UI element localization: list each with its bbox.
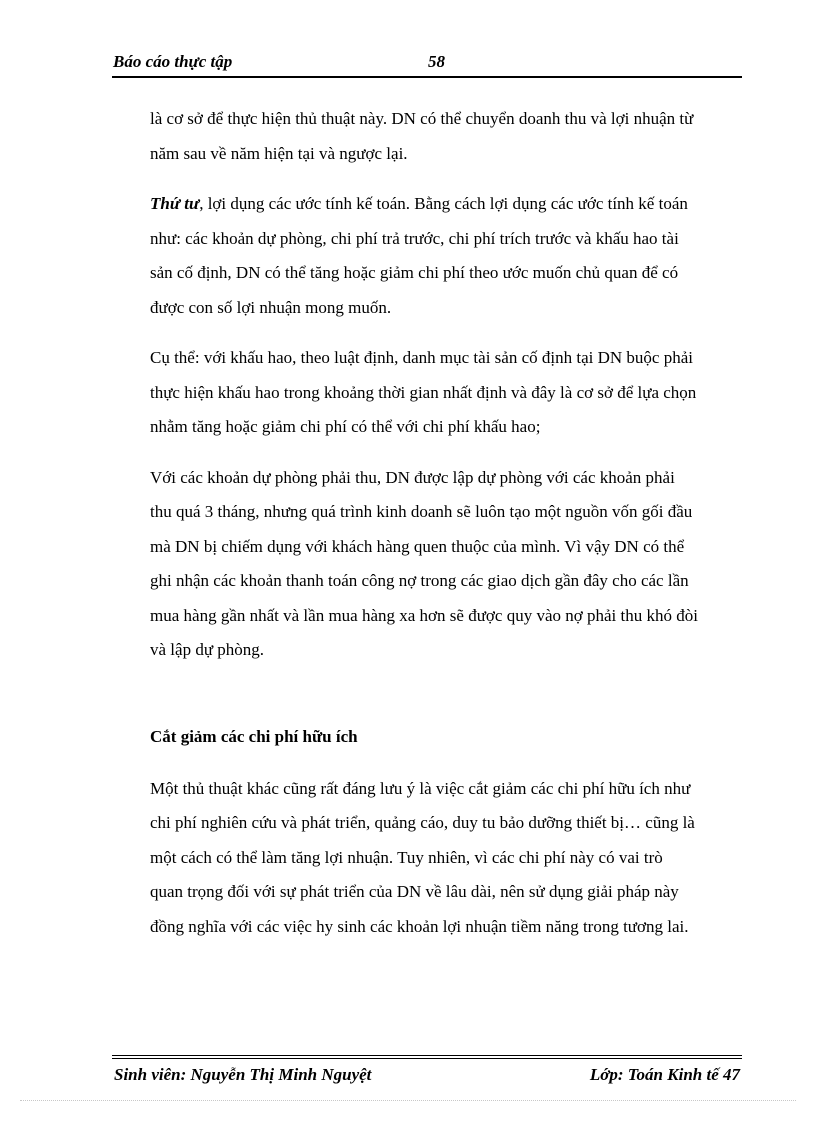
page-header <box>112 50 742 78</box>
paragraph-2-text: , lợi dụng các ước tính kế toán. Bằng cách lợi dụng các ước tính kế toán như: các khoản dự phòng, chi phí trả trước, chi phí trích trước và khấu hao tài sản cố định, DN có thể tăng hoặc giảm chi phí theo ước muốn chủ quan để có được con số lợi nhuận mong muốn. <box>150 194 688 317</box>
paragraph-2 <box>150 187 698 325</box>
page-content <box>150 102 698 960</box>
page-footer <box>112 1055 742 1087</box>
bottom-dotted-line <box>20 1100 796 1101</box>
footer-divider <box>112 1058 742 1059</box>
paragraph-4: Với các khoản dự phòng phải thu, DN được lập dự phòng với các khoản phải thu quá 3 tháng, nhưng quá trình kinh doanh sẽ luôn tạo một nguồn vốn gối đầu mà DN bị chiếm dụng với khách hàng quen thuộc của mình. Vì vậy DN có thể ghi nhận các khoản thanh toán công nợ trong các giao dịch gần đây cho các lần mua hàng gần nhất và lần mua hàng xa hơn sẽ được quy vào nợ phải thu khó đòi và lập dự phòng. <box>150 467 698 659</box>
paragraph-3: Cụ thể: với khấu hao, theo luật định, danh mục tài sản cố định tại DN buộc phải thực hiện khấu hao trong khoảng thời gian nhất định và đây là cơ sở để lựa chọn nhằm tăng hoặc giảm chi phí có thể với chi phí khấu hao; <box>150 348 697 436</box>
footer-class: Lớp: Toán Kinh tế 47 <box>589 1065 740 1084</box>
footer-student: Sinh viên: Nguyễn Thị Minh Nguyệt <box>114 1065 372 1084</box>
section-heading: Cắt giảm các chi phí hữu ích <box>150 726 358 746</box>
report-title: Báo cáo thực tập <box>113 52 233 71</box>
paragraph-5: Một thủ thuật khác cũng rất đáng lưu ý là việc cắt giảm các chi phí hữu ích như chi phí nghiên cứu và phát triển, quảng cáo, duy tu bảo dưỡng thiết bị… cũng là một cách có thể làm tăng lợi nhuận. Tuy nhiên, vì các chi phí này có vai trò quan trọng đối với sự phát triển của DN về lâu dài, nên sử dụng giải pháp này đồng nghĩa với các việc hy sinh các khoản lợi nhuận tiềm năng trong tương lai. <box>150 778 695 936</box>
footer-row <box>112 1065 742 1087</box>
page-number: 58 <box>428 52 445 71</box>
paragraph-1: là cơ sở để thực hiện thủ thuật này. DN có thể chuyển doanh thu và lợi nhuận từ năm sau về năm hiện tại và ngược lại. <box>150 109 694 163</box>
paragraph-2-lead: Thứ tư <box>150 194 200 213</box>
